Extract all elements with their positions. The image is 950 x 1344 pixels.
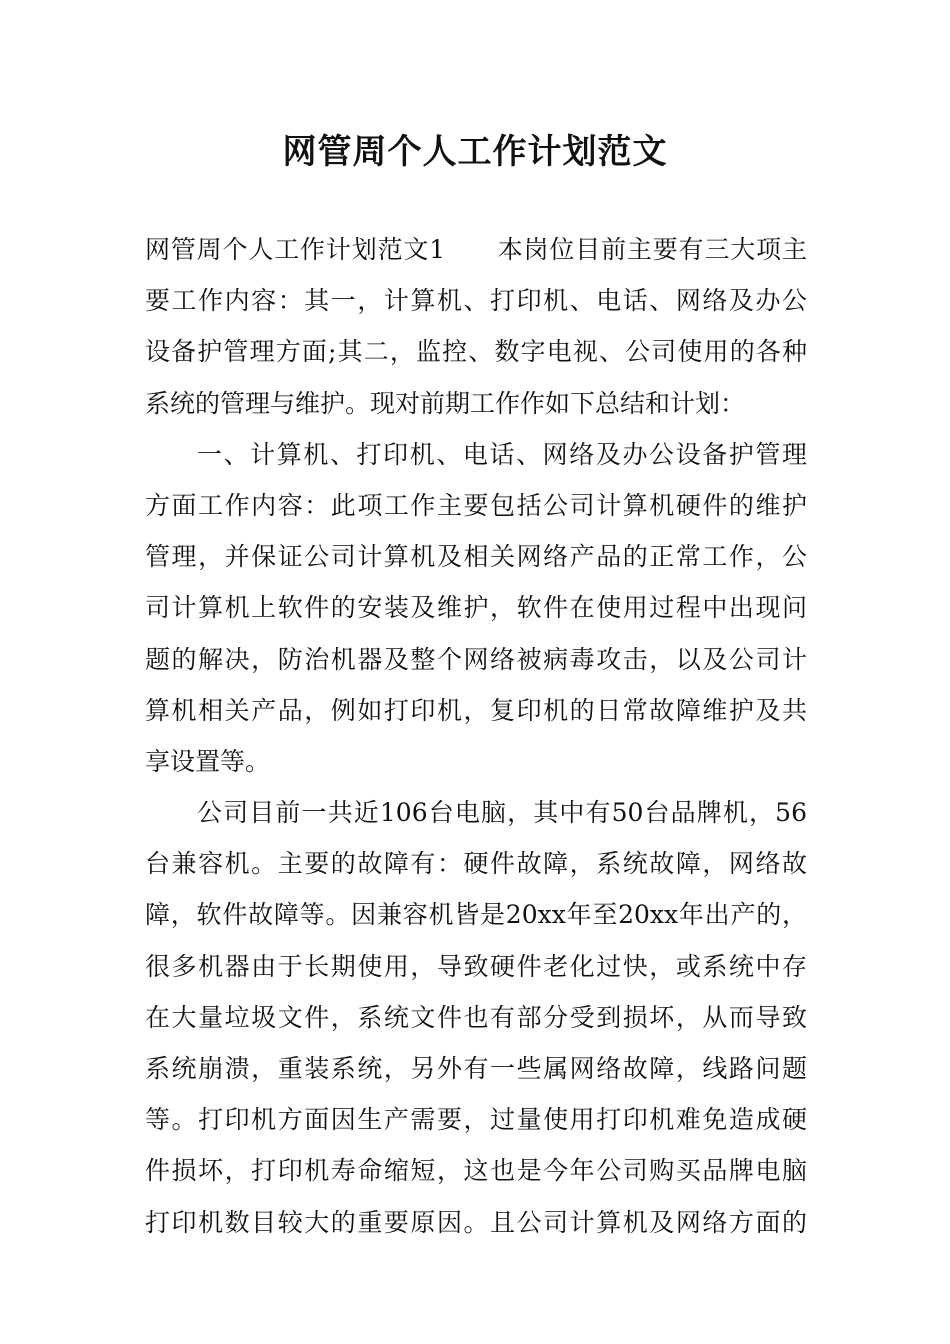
body-line: 系统的管理与维护。现对前期工作作如下总结和计划： [145, 388, 746, 418]
body-line: 司计算机上软件的安装及维护，软件在使用过程中出现问 [145, 593, 807, 623]
body-line: 障，软件故障等。因兼容机皆是20xx年至20xx年出产的， [145, 900, 807, 930]
body-line: 一、计算机、打印机、电话、网络及办公设备护管理 [197, 439, 807, 469]
body-line: 方面工作内容：此项工作主要包括公司计算机硬件的维护 [145, 490, 807, 520]
body-line: 享设置等。 [145, 746, 271, 776]
body-line: 题的解决，防治机器及整个网络被病毒攻击，以及公司计 [145, 644, 807, 674]
body-line: 要工作内容：其一，计算机、打印机、电话、网络及办公 [145, 286, 807, 316]
body-line: 打印机数目较大的重要原因。且公司计算机及网络方面的 [145, 1207, 807, 1237]
body-line: 等。打印机方面因生产需要，过量使用打印机难免造成硬 [145, 1105, 807, 1135]
body-line: 台兼容机。主要的故障有：硬件故障，系统故障，网络故 [145, 849, 807, 879]
body-line: 件损坏，打印机寿命缩短，这也是今年公司购买品牌电脑 [145, 1156, 807, 1186]
document-body [145, 224, 807, 1248]
body-line: 管理，并保证公司计算机及相关网络产品的正常工作，公 [145, 542, 807, 572]
body-line: 算机相关产品，例如打印机，复印机的日常故障维护及共 [145, 695, 807, 725]
body-line: 在大量垃圾文件，系统文件也有部分受到损坏，从而导致 [145, 1002, 807, 1032]
document-title: 网管周个人工作计划范文 [282, 132, 668, 172]
body-line: 系统崩溃，重装系统，另外有一些属网络故障，线路问题 [145, 1054, 807, 1083]
body-line: 很多机器由于长期使用，导致硬件老化过快，或系统中存 [145, 951, 807, 981]
body-line: 网管周个人工作计划范文1 本岗位目前主要有三大项主 [145, 235, 807, 264]
body-line: 公司目前一共近106台电脑，其中有50台品牌机，56 [197, 798, 807, 828]
body-line: 设备护管理方面;其二，监控、数字电视、公司使用的各种 [145, 337, 807, 367]
